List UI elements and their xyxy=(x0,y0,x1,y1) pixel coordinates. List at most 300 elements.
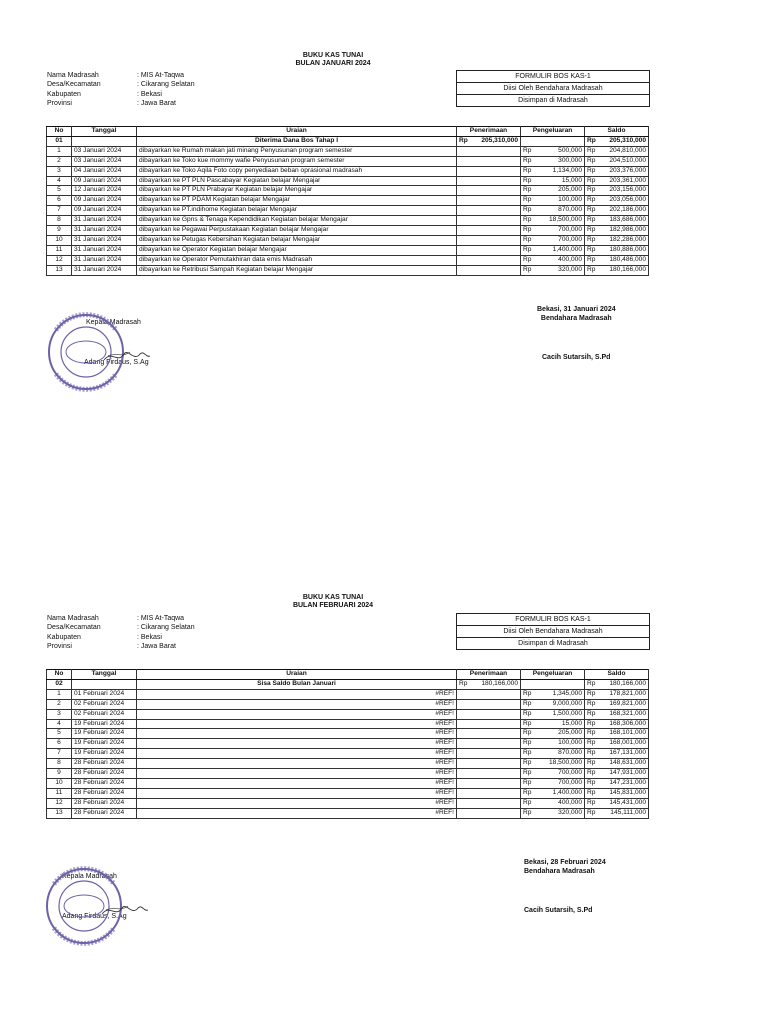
table-row xyxy=(47,798,649,808)
cell-penerimaan xyxy=(457,769,521,779)
cell-saldo xyxy=(585,146,649,156)
cell-pengeluaran xyxy=(521,798,585,808)
cell-penerimaan xyxy=(457,729,521,739)
amount: 168,306,000 xyxy=(609,719,646,727)
cell-uraian: #REF! xyxy=(137,769,457,779)
cell-penerimaan xyxy=(457,216,521,226)
cell-penerimaan xyxy=(457,265,521,275)
cell-tanggal: 19 Februari 2024 xyxy=(72,749,137,759)
form-line: Diisi Oleh Bendahara Madrasah xyxy=(457,626,649,638)
table-row xyxy=(47,146,649,156)
amount: 203,361,000 xyxy=(609,176,646,184)
currency: Rp xyxy=(523,166,532,174)
amount: 180,166,000 xyxy=(609,679,646,687)
currency: Rp xyxy=(587,749,596,757)
cell-no: 2 xyxy=(47,156,72,166)
form-line: Diisi Oleh Bendahara Madrasah xyxy=(457,83,649,95)
col-header-uraian: Uraian xyxy=(137,670,457,680)
cell-pengeluaran xyxy=(521,719,585,729)
table-row xyxy=(47,719,649,729)
amount: 145,831,000 xyxy=(609,788,646,796)
cell-no: 8 xyxy=(47,759,72,769)
currency: Rp xyxy=(523,749,532,757)
amount: 203,376,000 xyxy=(609,166,646,174)
amount: 168,001,000 xyxy=(609,739,646,747)
currency: Rp xyxy=(523,769,532,777)
currency: Rp xyxy=(587,216,596,224)
currency: Rp xyxy=(523,788,532,796)
cell-saldo xyxy=(585,739,649,749)
cell-no: 8 xyxy=(47,216,72,226)
cell-penerimaan xyxy=(457,689,521,699)
table-row xyxy=(47,739,649,749)
cell-saldo xyxy=(585,216,649,226)
cell-penerimaan xyxy=(457,156,521,166)
currency: Rp xyxy=(523,729,532,737)
amount: 182,286,000 xyxy=(609,235,646,243)
cell-no: 12 xyxy=(47,798,72,808)
amount: 1,400,000 xyxy=(552,788,582,796)
sign-place-date: Bekasi, 28 Februari 2024 xyxy=(524,859,606,866)
cell-no: 12 xyxy=(47,255,72,265)
currency: Rp xyxy=(523,216,532,224)
cell-pengeluaran xyxy=(521,778,585,788)
cell-uraian: #REF! xyxy=(137,729,457,739)
amount: 100,000 xyxy=(558,196,582,204)
cell-uraian: Diterima Dana Bos Tahap I xyxy=(137,136,457,146)
cell-uraian: dibayarkan ke PT PLN Prabayar Kegiatan belajar Mengajar xyxy=(137,186,457,196)
cell-uraian: dibayarkan ke Retribusi Sampah Kegiatan belajar Mengajar xyxy=(137,265,457,275)
school-info xyxy=(47,614,195,651)
cell-saldo xyxy=(585,788,649,798)
cell-penerimaan xyxy=(457,719,521,729)
cell-penerimaan xyxy=(457,146,521,156)
col-header-tanggal: Tanggal xyxy=(72,127,137,137)
cell-no: 13 xyxy=(47,808,72,818)
cell-uraian: dibayarkan ke Pegawai Perpustakaan Kegiatan belajar Mengajar xyxy=(137,226,457,236)
cell-pengeluaran xyxy=(521,749,585,759)
table-row xyxy=(47,235,649,245)
cell-uraian: dibayarkan ke PT PDAM Kegiatan belajar Mengajar xyxy=(137,196,457,206)
cell-penerimaan xyxy=(457,709,521,719)
cell-penerimaan xyxy=(457,788,521,798)
info-value: : Jawa Barat xyxy=(137,642,176,650)
amount: 1,400,000 xyxy=(552,245,582,253)
amount: 205,310,000 xyxy=(609,136,646,144)
cell-pengeluaran xyxy=(521,245,585,255)
info-value: : Bekasi xyxy=(137,633,162,641)
currency: Rp xyxy=(523,265,532,273)
cell-uraian: #REF! xyxy=(137,739,457,749)
cell-pengeluaran xyxy=(521,689,585,699)
currency: Rp xyxy=(587,788,596,796)
cell-penerimaan xyxy=(457,226,521,236)
sign-place-date: Bekasi, 31 Januari 2024 xyxy=(537,306,616,313)
info-value: : Cikarang Selatan xyxy=(137,81,195,89)
currency: Rp xyxy=(587,255,596,263)
cell-saldo xyxy=(585,156,649,166)
info-label: Nama Madrasah xyxy=(47,72,99,79)
doc-subtitle: BULAN JANUARI 2024 xyxy=(295,60,371,67)
info-label: Kabupaten xyxy=(47,633,81,641)
amount: 205,310,000 xyxy=(481,136,518,144)
cell-saldo xyxy=(585,769,649,779)
amount: 168,101,000 xyxy=(609,729,646,737)
amount: 203,156,000 xyxy=(609,186,646,194)
table-row xyxy=(47,778,649,788)
cell-penerimaan xyxy=(457,176,521,186)
col-header-no: No xyxy=(47,670,72,680)
amount: 180,886,000 xyxy=(609,245,646,253)
currency: Rp xyxy=(587,729,596,737)
amount: 870,000 xyxy=(558,206,582,214)
info-value: : Bekasi xyxy=(137,90,162,98)
cell-tanggal: 28 Februari 2024 xyxy=(72,769,137,779)
cell-pengeluaran xyxy=(521,788,585,798)
cell-pengeluaran xyxy=(521,146,585,156)
cell-pengeluaran xyxy=(521,166,585,176)
cell-penerimaan xyxy=(457,136,521,146)
cell-no: 9 xyxy=(47,226,72,236)
cell-pengeluaran xyxy=(521,759,585,769)
treasurer-signature-block xyxy=(537,305,616,323)
info-value: : MIS At-Taqwa xyxy=(137,615,185,622)
amount: 168,321,000 xyxy=(609,709,646,717)
currency: Rp xyxy=(587,226,596,234)
principal-name: Adang Firdaus, S.Ag xyxy=(84,359,149,366)
cell-uraian: #REF! xyxy=(137,759,457,769)
cell-tanggal: 31 Januari 2024 xyxy=(72,245,137,255)
cell-penerimaan xyxy=(457,166,521,176)
cell-uraian: dibayarkan ke PT PLN Pascabayar Kegiatan belajar Mengajar xyxy=(137,176,457,186)
currency: Rp xyxy=(523,719,532,727)
cell-tanggal: 09 Januari 2024 xyxy=(72,206,137,216)
cell-penerimaan xyxy=(457,699,521,709)
cell-pengeluaran xyxy=(521,769,585,779)
cell-no: 02 xyxy=(47,679,72,689)
table-row xyxy=(47,699,649,709)
cell-no: 7 xyxy=(47,206,72,216)
amount: 204,510,000 xyxy=(609,156,646,164)
cell-pengeluaran xyxy=(521,216,585,226)
cell-pengeluaran xyxy=(521,226,585,236)
info-label: Kabupaten xyxy=(47,90,81,98)
cell-uraian: #REF! xyxy=(137,709,457,719)
cell-penerimaan xyxy=(457,739,521,749)
cash-table xyxy=(46,669,649,819)
cell-tanggal: 31 Januari 2024 xyxy=(72,265,137,275)
col-header-tanggal: Tanggal xyxy=(72,670,137,680)
amount: 204,810,000 xyxy=(609,146,646,154)
cell-uraian: dibayarkan ke Toko kue mommy wafie Penyusunan program semester xyxy=(137,156,457,166)
currency: Rp xyxy=(523,206,532,214)
table-row xyxy=(47,769,649,779)
col-header-saldo: Saldo xyxy=(585,670,649,680)
currency: Rp xyxy=(523,156,532,164)
cell-uraian: dibayarkan ke PT.indihome Kegiatan belajar Mengajar xyxy=(137,206,457,216)
cell-uraian: dibayarkan ke Operator Pemutakhiran data emis Madrasah xyxy=(137,255,457,265)
cell-saldo xyxy=(585,679,649,689)
cell-tanggal: 28 Februari 2024 xyxy=(72,808,137,818)
col-header-penerimaan: Penerimaan xyxy=(457,670,521,680)
cell-pengeluaran xyxy=(521,176,585,186)
cell-penerimaan xyxy=(457,749,521,759)
currency: Rp xyxy=(587,196,596,204)
cell-saldo xyxy=(585,245,649,255)
cell-saldo xyxy=(585,709,649,719)
table-row xyxy=(47,196,649,206)
cell-tanggal: 03 Januari 2024 xyxy=(72,146,137,156)
currency: Rp xyxy=(523,699,532,707)
cell-tanggal xyxy=(72,136,137,146)
col-header-pengeluaran: Pengeluaran xyxy=(521,127,585,137)
currency: Rp xyxy=(523,689,532,697)
cell-penerimaan xyxy=(457,808,521,818)
currency: Rp xyxy=(587,699,596,707)
currency: Rp xyxy=(587,176,596,184)
form-line: Disimpan di Madrasah xyxy=(518,97,588,104)
currency: Rp xyxy=(523,176,532,184)
table-row xyxy=(47,759,649,769)
cell-uraian: #REF! xyxy=(137,749,457,759)
currency: Rp xyxy=(587,245,596,253)
amount: 400,000 xyxy=(558,255,582,263)
amount: 320,000 xyxy=(558,808,582,816)
amount: 15,000 xyxy=(561,176,582,184)
cell-no: 01 xyxy=(47,136,72,146)
cell-saldo xyxy=(585,778,649,788)
cell-saldo xyxy=(585,759,649,769)
currency: Rp xyxy=(523,255,532,263)
principal-name: Adang Firdaus, S.Ag xyxy=(62,913,127,920)
currency: Rp xyxy=(587,769,596,777)
cell-uraian: #REF! xyxy=(137,788,457,798)
amount: 148,631,000 xyxy=(609,759,646,767)
amount: 167,131,000 xyxy=(609,749,646,757)
cell-tanggal: 02 Februari 2024 xyxy=(72,709,137,719)
form-line: FORMULIR BOS KAS-1 xyxy=(457,71,649,83)
cell-no: 13 xyxy=(47,265,72,275)
table-row xyxy=(47,709,649,719)
amount: 9,000,000 xyxy=(552,699,582,707)
amount: 183,686,000 xyxy=(609,216,646,224)
amount: 1,500,000 xyxy=(552,709,582,717)
info-value: : Jawa Barat xyxy=(137,99,176,107)
cell-no: 5 xyxy=(47,729,72,739)
currency: Rp xyxy=(587,235,596,243)
table-row xyxy=(47,166,649,176)
amount: 1,345,000 xyxy=(552,689,582,697)
cell-saldo xyxy=(585,699,649,709)
amount: 202,186,000 xyxy=(609,206,646,214)
cell-penerimaan xyxy=(457,186,521,196)
cell-pengeluaran xyxy=(521,255,585,265)
currency: Rp xyxy=(587,709,596,717)
currency: Rp xyxy=(587,798,596,806)
cell-no: 4 xyxy=(47,719,72,729)
cell-saldo xyxy=(585,235,649,245)
cell-no: 3 xyxy=(47,709,72,719)
amount: 178,821,000 xyxy=(609,689,646,697)
currency: Rp xyxy=(587,808,596,816)
cell-tanggal: 28 Februari 2024 xyxy=(72,778,137,788)
cell-no: 3 xyxy=(47,166,72,176)
col-header-saldo: Saldo xyxy=(585,127,649,137)
cell-tanggal: 28 Februari 2024 xyxy=(72,798,137,808)
doc-title: BUKU KAS TUNAI xyxy=(302,594,364,601)
col-header-penerimaan: Penerimaan xyxy=(457,127,521,137)
table-row xyxy=(47,689,649,699)
cell-no: 2 xyxy=(47,699,72,709)
cell-uraian: dibayarkan ke Rumah makan jati minang Penyusunan program semester xyxy=(137,146,457,156)
form-line: FORMULIR BOS KAS-1 xyxy=(457,614,649,626)
form-box xyxy=(456,70,650,107)
currency: Rp xyxy=(459,136,468,144)
amount: 300,000 xyxy=(558,156,582,164)
cell-tanggal: 09 Januari 2024 xyxy=(72,196,137,206)
amount: 500,000 xyxy=(558,146,582,154)
cell-uraian: #REF! xyxy=(137,808,457,818)
amount: 18,500,000 xyxy=(548,216,582,224)
opening-row xyxy=(47,679,649,689)
info-label: Nama Madrasah xyxy=(47,615,99,622)
cell-saldo xyxy=(585,808,649,818)
currency: Rp xyxy=(587,136,596,144)
col-header-no: No xyxy=(47,127,72,137)
amount: 180,486,000 xyxy=(609,255,646,263)
treasurer-name: Cacih Sutarsih, S.Pd xyxy=(542,354,611,361)
cell-pengeluaran xyxy=(521,699,585,709)
cell-no: 10 xyxy=(47,778,72,788)
opening-row xyxy=(47,136,649,146)
cell-no: 11 xyxy=(47,245,72,255)
cell-pengeluaran xyxy=(521,156,585,166)
currency: Rp xyxy=(523,196,532,204)
table-row xyxy=(47,206,649,216)
currency: Rp xyxy=(587,778,596,786)
currency: Rp xyxy=(523,739,532,747)
cell-uraian: #REF! xyxy=(137,778,457,788)
amount: 1,134,000 xyxy=(552,166,582,174)
cell-uraian: dibayarkan ke Petugas Kebersihan Kegiatan belajar Mengajar xyxy=(137,235,457,245)
cell-tanggal: 09 Januari 2024 xyxy=(72,176,137,186)
currency: Rp xyxy=(587,679,596,687)
cell-pengeluaran xyxy=(521,709,585,719)
amount: 700,000 xyxy=(558,235,582,243)
cell-no: 1 xyxy=(47,689,72,699)
cell-saldo xyxy=(585,136,649,146)
currency: Rp xyxy=(523,245,532,253)
currency: Rp xyxy=(523,186,532,194)
cell-saldo xyxy=(585,719,649,729)
form-line: Disimpan di Madrasah xyxy=(518,640,588,647)
table-row xyxy=(47,186,649,196)
amount: 320,000 xyxy=(558,265,582,273)
currency: Rp xyxy=(523,235,532,243)
cell-pengeluaran xyxy=(521,235,585,245)
table-row xyxy=(47,176,649,186)
cell-penerimaan xyxy=(457,759,521,769)
cell-tanggal: 03 Januari 2024 xyxy=(72,156,137,166)
currency: Rp xyxy=(523,146,532,154)
info-value: : MIS At-Taqwa xyxy=(137,72,185,79)
cell-tanggal: 19 Februari 2024 xyxy=(72,739,137,749)
school-stamp-icon xyxy=(44,866,156,946)
col-header-uraian: Uraian xyxy=(137,127,457,137)
cell-penerimaan xyxy=(457,778,521,788)
cell-saldo xyxy=(585,196,649,206)
table-row xyxy=(47,245,649,255)
currency: Rp xyxy=(587,206,596,214)
table-row xyxy=(47,265,649,275)
cell-saldo xyxy=(585,749,649,759)
cell-saldo xyxy=(585,186,649,196)
info-value: : Cikarang Selatan xyxy=(137,624,195,632)
table-row xyxy=(47,255,649,265)
amount: 870,000 xyxy=(558,749,582,757)
form-box xyxy=(456,613,650,650)
cell-no: 6 xyxy=(47,739,72,749)
cell-tanggal: 01 Februari 2024 xyxy=(72,689,137,699)
cell-penerimaan xyxy=(457,245,521,255)
cash-table xyxy=(46,126,649,276)
currency: Rp xyxy=(523,808,532,816)
cell-tanggal: 31 Januari 2024 xyxy=(72,216,137,226)
cell-no: 7 xyxy=(47,749,72,759)
info-label: Provinsi xyxy=(47,99,72,107)
cell-tanggal: 02 Februari 2024 xyxy=(72,699,137,709)
col-header-pengeluaran: Pengeluaran xyxy=(521,670,585,680)
cell-uraian: #REF! xyxy=(137,689,457,699)
cell-pengeluaran xyxy=(521,136,585,146)
principal-role: Kepala Madrasah xyxy=(62,873,117,880)
info-label: Desa/Kecamatan xyxy=(47,81,101,89)
table-row xyxy=(47,156,649,166)
cell-pengeluaran xyxy=(521,808,585,818)
currency: Rp xyxy=(523,709,532,717)
cell-penerimaan xyxy=(457,798,521,808)
amount: 203,056,000 xyxy=(609,196,646,204)
sign-role: Bendahara Madrasah xyxy=(540,315,612,322)
cell-tanggal: 28 Februari 2024 xyxy=(72,788,137,798)
treasurer-name: Cacih Sutarsih, S.Pd xyxy=(524,907,593,914)
amount: 180,166,000 xyxy=(481,679,518,687)
amount: 180,166,000 xyxy=(609,265,646,273)
table-row xyxy=(47,808,649,818)
table-row xyxy=(47,729,649,739)
table-row xyxy=(47,226,649,236)
cell-pengeluaran xyxy=(521,186,585,196)
currency: Rp xyxy=(587,719,596,727)
amount: 700,000 xyxy=(558,226,582,234)
currency: Rp xyxy=(459,679,468,687)
table-row xyxy=(47,749,649,759)
cell-no: 9 xyxy=(47,769,72,779)
amount: 205,000 xyxy=(558,729,582,737)
amount: 700,000 xyxy=(558,778,582,786)
cell-no: 1 xyxy=(47,146,72,156)
cell-saldo xyxy=(585,206,649,216)
cell-saldo xyxy=(585,265,649,275)
cell-saldo xyxy=(585,176,649,186)
cell-tanggal: 19 Februari 2024 xyxy=(72,729,137,739)
doc-subtitle: BULAN FEBRUARI 2024 xyxy=(292,602,374,609)
cell-no: 4 xyxy=(47,176,72,186)
cell-no: 10 xyxy=(47,235,72,245)
currency: Rp xyxy=(587,146,596,154)
currency: Rp xyxy=(587,265,596,273)
cell-penerimaan xyxy=(457,235,521,245)
